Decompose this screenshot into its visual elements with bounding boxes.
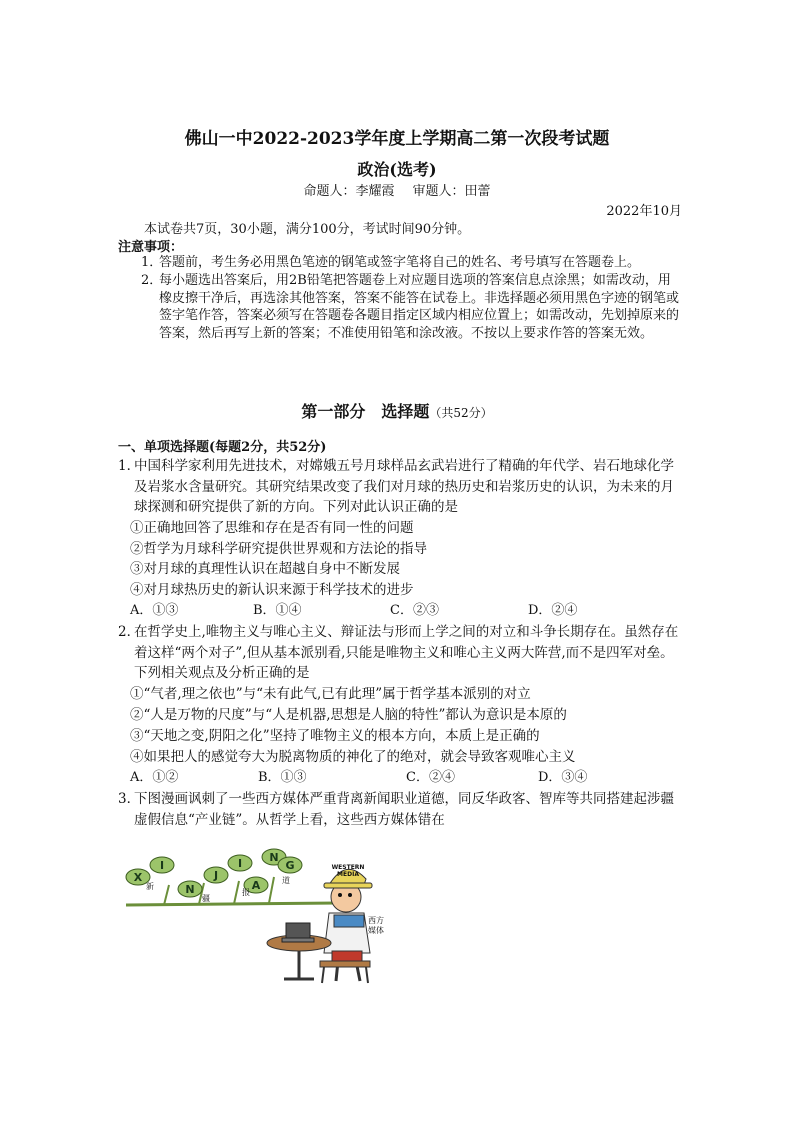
figure-eye — [348, 893, 352, 897]
question-number: 2． — [118, 624, 141, 640]
shirt-text: 西方 — [368, 916, 384, 925]
leaf-letter: I — [237, 857, 243, 870]
exam-subject: 政治(选考) — [357, 160, 437, 179]
laptop-icon — [286, 923, 310, 939]
leaf-letter: N — [185, 883, 195, 896]
option-d: D．②④ — [528, 603, 578, 618]
notice-text: 每小题选出答案后，用2B铅笔把答题卷上对应题目选项的答案信息点涂黑；如需改动，用橡皮擦干净后，再选涂其他答案，答案不能答在试卷上。非选择题必须用黑色字迹的钢笔或签字笔作答，答案必须写在答题卷各题目指定区域内相应位置上；如需改动，先划掉原来的答案，然后再写上新的答案；不准使用铅笔和涂改液。不按以上要求作答的答案无效。 — [159, 273, 680, 341]
statement: ④如果把人的感觉夸大为脱离物质的神化了的绝对，就会导致客观唯心主义 — [130, 749, 576, 765]
statement: ②“人是万物的尺度”与“人是机器,思想是人脑的特性”都认为意识是本原的 — [130, 707, 567, 723]
author-line — [0, 180, 794, 199]
notice-item — [141, 272, 681, 342]
statement: ①“气者,理之依也”与“未有此气,已有此理”属于哲学基本派别的对立 — [130, 686, 531, 702]
exam-date: 2022年10月 — [606, 204, 682, 219]
statement: ①正确地回答了思维和存在是否有同一性的问题 — [130, 520, 414, 536]
shirt-text: 媒体 — [368, 926, 384, 935]
leaf-letter: I — [159, 859, 165, 872]
notice-item — [141, 254, 681, 272]
table-leg — [284, 951, 314, 979]
statement: ③“天地之变,阴阳之化”坚持了唯物主义的根本方向，本质上是正确的 — [130, 728, 540, 744]
part-note: （共52分） — [429, 406, 493, 420]
option-c: C．②③ — [390, 603, 439, 618]
hat-text: MEDIA — [337, 871, 359, 878]
statement: ②哲学为月球科学研究提供世界观和方法论的指导 — [130, 541, 427, 557]
question-stem: 在哲学史上,唯物主义与唯心主义、辩证法与形而上学之间的对立和斗争长期存在。虽然存在着这样“两个对子”,但从基本派别看,只能是唯物主义和唯心主义两大阵营,而不是四军对垒。下列相关观点及分析正确的是 — [134, 624, 679, 681]
cartoon-image — [124, 845, 386, 987]
statement: ③对月球的真理性认识在超越自身中不断发展 — [130, 561, 400, 577]
laptop-base — [282, 938, 314, 942]
question-number: 1． — [118, 458, 141, 474]
notice-number: 1． — [141, 255, 163, 270]
leaf-letter: G — [285, 859, 295, 872]
leaf-label: 疆 — [202, 894, 210, 903]
option-a: A．①③ — [130, 603, 179, 618]
notice-text: 答题前，考生务必用黑色笔迹的钢笔或签字笔将自己的姓名、考号填写在答题卷上。 — [159, 255, 641, 270]
notice-heading: 注意事项： — [118, 240, 184, 255]
hat-text: WESTERN — [331, 864, 365, 871]
question-number: 3． — [118, 791, 141, 807]
figure-eye — [338, 893, 342, 897]
exam-title: 佛山一中2022-2023学年度上学期高二第一次段考试题 — [184, 129, 610, 149]
option-b: B．①④ — [253, 603, 302, 618]
question-stem: 下图漫画讽刺了一些西方媒体严重背离新闻职业道德，同反华政客、智库等共同搭建起涉疆虚假信息“产业链”。从哲学上看，这些西方媒体错在 — [134, 791, 674, 828]
exam-intro: 本试卷共7页，30小题，满分100分，考试时间90分钟。 — [144, 222, 471, 237]
reviewer: 审题人：田蕾 — [412, 184, 491, 199]
leaf-label: 报 — [242, 888, 250, 897]
leaf-letter: X — [133, 871, 143, 884]
leaf-letter: J — [213, 869, 219, 882]
part-heading — [0, 399, 794, 422]
option-b: B．①③ — [258, 770, 307, 785]
leaf-label: 新 — [146, 882, 154, 891]
author: 命题人：李耀霞 — [303, 184, 395, 199]
chair-seat — [320, 961, 370, 967]
question-1 — [118, 456, 683, 518]
leaf-letter: A — [251, 879, 261, 892]
figure-shorts — [332, 951, 362, 961]
figure-collar — [334, 915, 364, 927]
question-3 — [118, 789, 683, 830]
section-heading: 一、单项选择题(每题2分，共52分) — [118, 440, 327, 455]
leaf-label: 道 — [282, 876, 290, 885]
hat-brim — [324, 883, 372, 888]
question-stem: 中国科学家利用先进技术，对嫦娥五号月球样品玄武岩进行了精确的年代学、岩石地球化学及岩浆水含量研究。其研究结果改变了我们对月球的热历史和岩浆历史的认识，为未来的月球探测和研究提供了新的方向。下列对此认识正确的是 — [134, 458, 674, 515]
question-2 — [118, 622, 683, 684]
leaf-letter: N — [269, 851, 279, 864]
option-c: C．②④ — [406, 770, 455, 785]
option-d: D．③④ — [538, 770, 588, 785]
option-a: A．①② — [130, 770, 179, 785]
part-label: 第一部分 选择题 — [301, 402, 430, 421]
branch — [126, 903, 339, 905]
statement: ④对月球热历史的新认识来源于科学技术的进步 — [130, 582, 414, 598]
notice-number: 2． — [141, 273, 163, 288]
